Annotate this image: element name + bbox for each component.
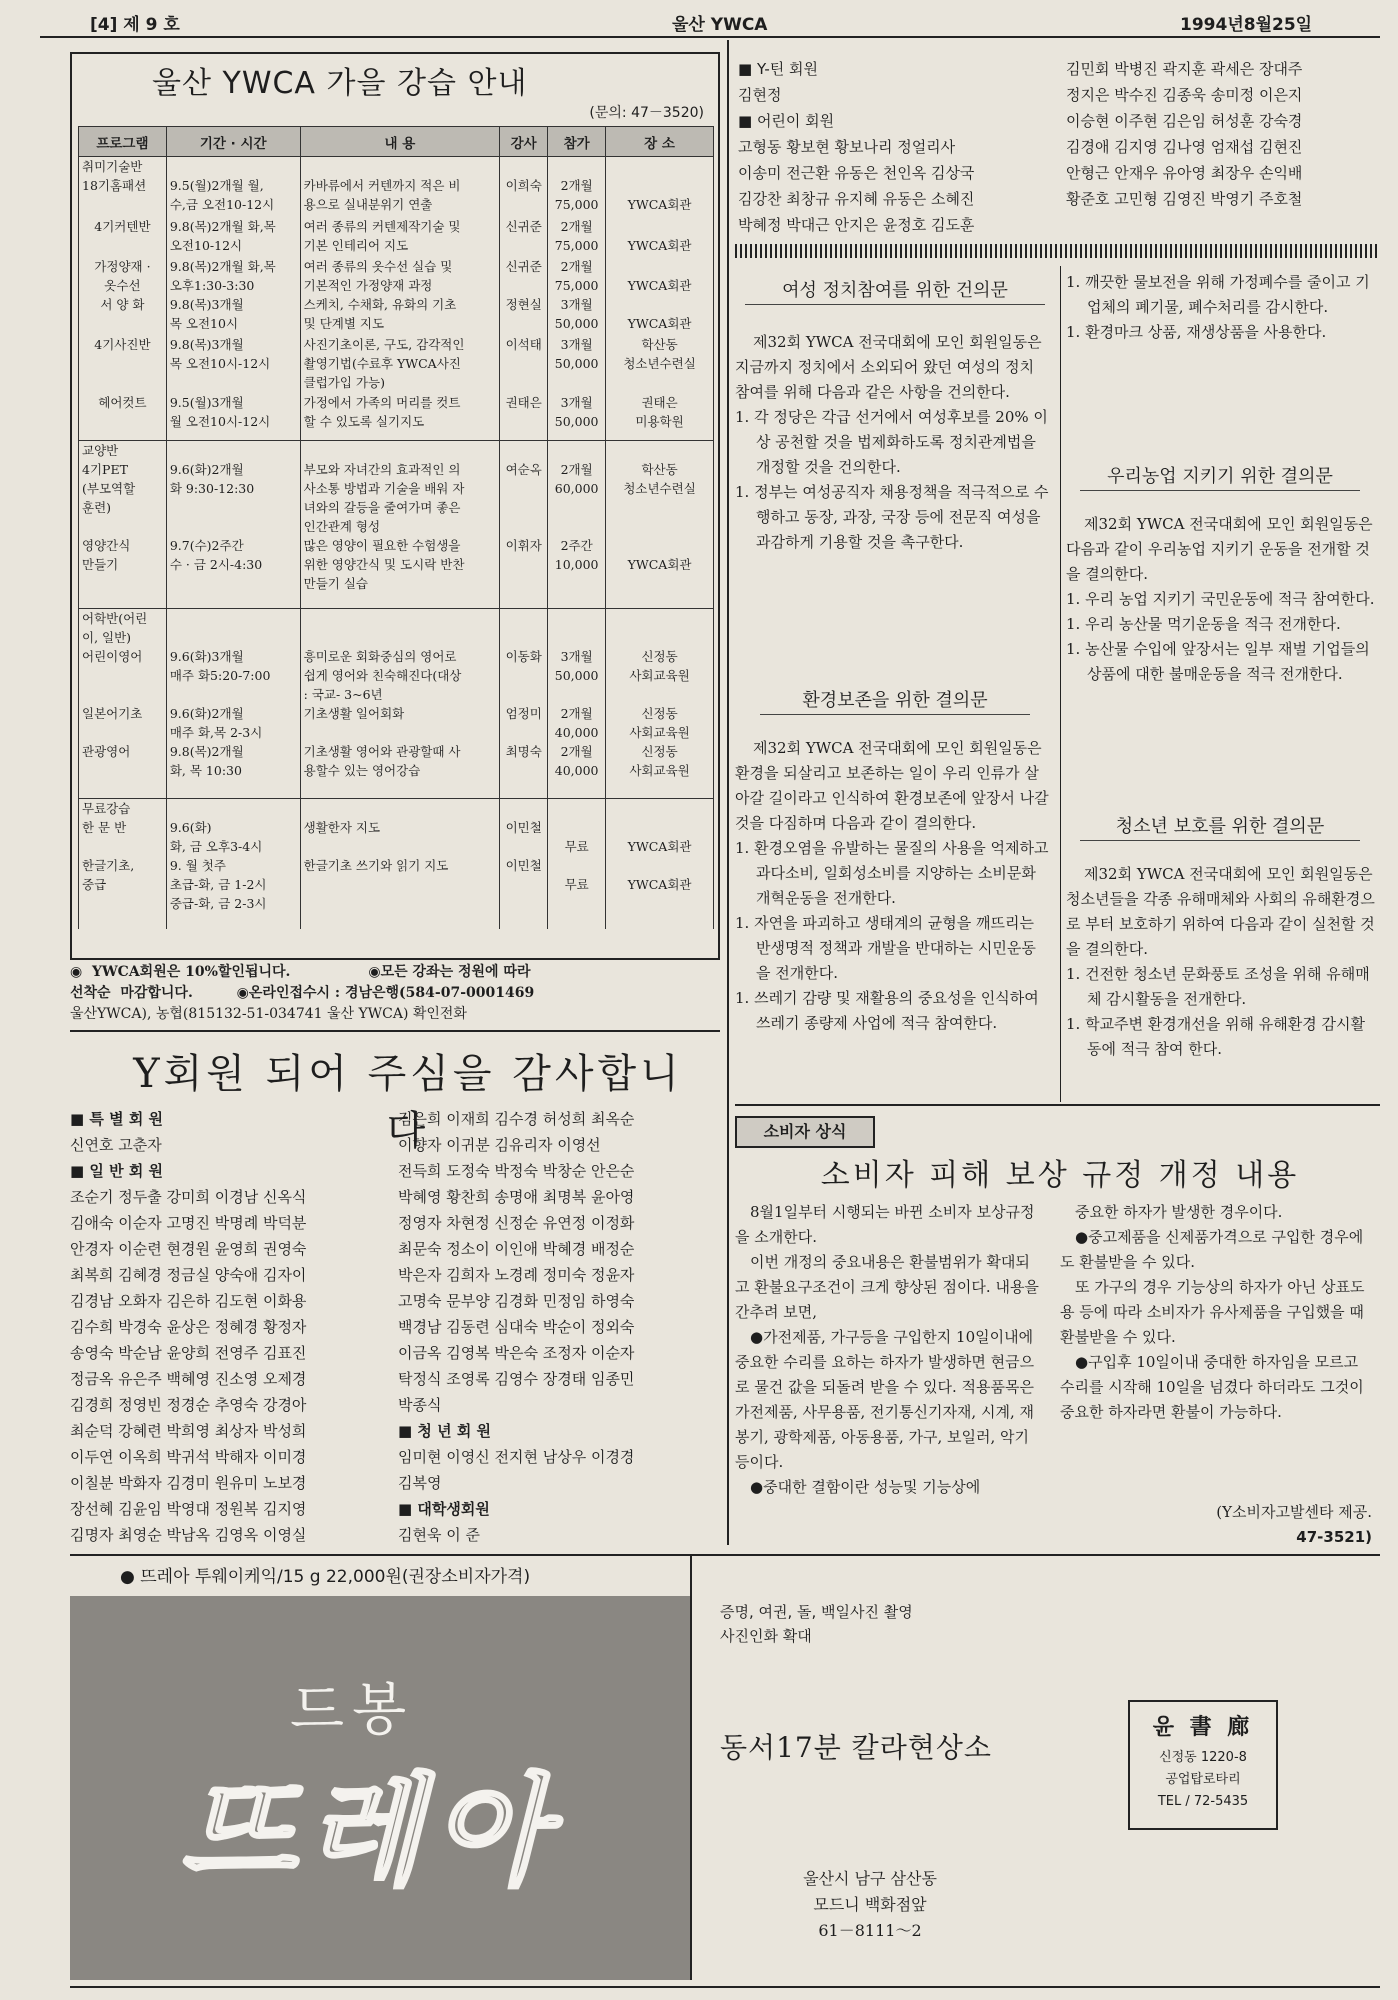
member-row: 이향자 이귀분 김유리자 이영선 — [398, 1136, 601, 1154]
col-content: 내 용 — [300, 127, 500, 157]
thanks-title: Y회원 되어 주심을 감사합니다 — [133, 1051, 683, 1154]
member-row: 최문숙 정소이 이인애 박혜경 배정순 — [398, 1240, 635, 1258]
photo-service: 사진인화 확대 — [720, 1627, 812, 1645]
address-line: 울산시 남구 삼산동 — [803, 1869, 937, 1888]
member-row: 박은자 김희자 노경례 정미숙 정윤자 — [398, 1266, 635, 1284]
member-row: 임미현 이영신 전지현 남상우 이경경 — [398, 1448, 635, 1466]
member-category-heading: ■ 어린이 회원 — [738, 112, 835, 130]
section-rule — [735, 1104, 1380, 1106]
consumer-paragraph: ●가전제품, 가구등을 구입한지 10일이내에 중요한 수리를 요하는 하자가 발생하면 현금으로 물건 값을 되돌려 받을 수 있다. 적용품목은 가전제품, 사무용품, 전기통신기자재, 시계, 재봉기, 광학제품, 아동용품, 가구, 보일러, 악기등이다. — [735, 1328, 1035, 1471]
cell: 여러 종류의 옷수선 실습 및 기본적인 가정양재 과정 스케치, 수채화, 유화의 기초 및 단계별 지도 — [300, 257, 500, 335]
member-row: 황준호 고민형 김영진 박영기 주호철 — [1066, 190, 1303, 208]
cell: 2개월 60,000 2주간 10,000 — [548, 441, 606, 609]
cell: 2개월 75,000 — [548, 157, 606, 217]
member-row: 고형동 황보현 황보나리 정얼리사 — [738, 138, 956, 156]
cell: 어학반(어린 이, 일반) 어린이영어 일본어기초 관광영어 — [79, 609, 167, 799]
politics-title: 여성 정치참여를 위한 건의문 — [745, 276, 1045, 305]
cell: 가정에서 가족의 머리를 컷트 할 수 있도록 실기지도 — [300, 393, 500, 441]
cell: 9.8(목)3개월 목 오전10시-12시 — [166, 335, 300, 393]
member-category-heading: ■ Y-틴 회원 — [738, 60, 818, 78]
consumer-source: (Y소비자고발센타 제공. — [1216, 1503, 1372, 1521]
politics-text: 제32회 YWCA 전국대회에 모인 회원일동은 지금까지 정치에서 소외되어 왔던 여성의 정치 참여를 위해 다음과 같은 사항을 건의한다. — [735, 333, 1042, 401]
cell: 여순옥 이휘자 — [500, 441, 548, 609]
program-box — [70, 52, 720, 960]
youth-text: 제32회 YWCA 전국대회에 모인 회원일동은 청소년들을 각종 유해매체와 사회의 유해환경으로 부터 보호하기 위하여 다음과 같이 실천할 것을 결의한다. — [1066, 865, 1375, 958]
consumer-tag: 소비자 상식 — [735, 1116, 875, 1148]
consumer-right — [1060, 1200, 1372, 1425]
note-line: 울산YWCA), 농협(815132-51-034741 울산 YWCA) 확인전화 — [70, 1006, 467, 1022]
member-row: 김명자 최영순 박남옥 김영옥 이영실 — [70, 1526, 307, 1544]
section-rule — [70, 1030, 720, 1032]
consumer-paragraph: ●구입후 10일이내 중대한 하자임을 모르고 수리를 시작해 10일을 넘겼다 하더라도 그것이 중요한 하자라면 환불이 가능하다. — [1060, 1353, 1364, 1421]
cell: 9.8(목)2개월 화,목 오전10-12시 — [166, 217, 300, 257]
bookstore-info — [1130, 1747, 1276, 1813]
environment-text: 제32회 YWCA 전국대회에 모인 회원일동은 환경을 되살리고 보존하는 일이 우리 인류가 살아갈 길이라고 인식하여 환경보존에 앞장서 나갈 것을 다짐하며 다음과 같이 결의한다. — [735, 739, 1049, 832]
politics-item: 1. 각 정당은 각급 선거에서 여성후보를 20% 이상 공천할 것을 법제화하도록 정치관계법을 개정할 것을 건의한다. — [735, 408, 1048, 476]
program-row — [79, 335, 714, 393]
program-title: 울산 YWCA 가을 강습 안내 — [152, 66, 528, 101]
newspaper-title: 울산 YWCA — [672, 15, 768, 35]
cell: 사진기초이론, 구도, 감각적인 촬영기법(수료후 YWCA사진 클럽가입 가능) — [300, 335, 500, 393]
environment-item: 1. 쓰레기 감량 및 재활용의 중요성을 인식하여 쓰레기 종량제 사업에 적극 참여한다. — [735, 989, 1039, 1032]
member-row: 정지은 박수진 김종욱 송미정 이은지 — [1066, 86, 1303, 104]
member-row: 안형근 안재우 유아영 최장우 손익배 — [1066, 164, 1303, 182]
consumer-paragraph: ●중대한 결함이란 성능및 기능상에 — [750, 1478, 981, 1496]
member-row: 이칠분 박화자 김경미 원유미 노보경 — [70, 1474, 307, 1492]
program-row — [79, 257, 714, 335]
cell: 여러 종류의 커텐제작기술 및 기본 인테리어 지도 — [300, 217, 500, 257]
cell: 9.6(화) 화, 금 오후3-4시 9. 월 첫주 초급-화, 금 1-2시 중급-화, 금 2-3시 — [166, 799, 300, 929]
photo-services — [720, 1600, 913, 1648]
member-row: 김경남 오화자 김은하 김도현 이화용 — [70, 1292, 307, 1310]
photo-studio-name: 동서17분 칼라현상소 — [720, 1731, 992, 1764]
member-row: 김애숙 이순자 고명진 박명례 박덕분 — [70, 1214, 307, 1232]
cell: 부모와 자녀간의 효과적인 의 사소통 방법과 기술을 배워 자 녀와의 갈등을 줄여가며 좋은 인간관계 형성 많은 영양이 필요한 수험생을 위한 영양간식 및 도시락 반찬 만들기 실습 — [300, 441, 500, 609]
agriculture-item: 1. 농산물 수입에 앞장서는 일부 재벌 기업들의 상품에 대한 불매운동을 적극 전개한다. — [1066, 640, 1370, 683]
cell: 이동화 엄정미 최명숙 — [500, 609, 548, 799]
cell: 취미기술반 18기홈패션 — [79, 157, 167, 217]
cell: 9.5(월)3개월 월 오전10시-12시 — [166, 393, 300, 441]
agriculture-title: 우리농업 지키기 위한 결의문 — [1080, 462, 1360, 491]
photo-address — [720, 1866, 1020, 1944]
children-members — [1066, 56, 1366, 212]
bookstore-line: 신정동 1220-8 — [1159, 1750, 1247, 1765]
program-notes — [70, 962, 720, 1025]
cell: 2개월 75,000 — [548, 217, 606, 257]
member-row: 전득희 도정숙 박정숙 박창순 안은순 — [398, 1162, 635, 1180]
cell: 권태은 미용학원 — [606, 393, 714, 441]
cell: 신귀준 — [500, 217, 548, 257]
agriculture-text: 제32회 YWCA 전국대회에 모인 회원일동은 다음과 같이 우리농업 지키기 운동을 전개할 것을 결의한다. — [1066, 515, 1373, 583]
consumer-left — [735, 1200, 1040, 1500]
politics-item: 1. 정부는 여성공직자 채용정책을 적극적으로 수행하고 동장, 과장, 국장 등에 전문직 여성을 과감하게 기용할 것을 촉구한다. — [735, 483, 1049, 551]
cell: 생활한자 지도 한글기초 쓰기와 읽기 지도 — [300, 799, 500, 929]
cell: 이희숙 — [500, 157, 548, 217]
program-row — [79, 157, 714, 217]
youth-body — [1066, 862, 1376, 1062]
cell: YWCA회관 YWCA회관 — [606, 799, 714, 929]
col-place: 장 소 — [606, 127, 714, 157]
cell: 가정양재 · 옷수선 서 양 화 — [79, 257, 167, 335]
member-row: 고명숙 문부양 김경화 민정임 하영숙 — [398, 1292, 635, 1310]
note-line: ◉ YWCA회원은 10%할인됩니다. ◉모든 강좌는 정원에 따라 — [70, 964, 531, 980]
environment-title: 환경보존을 위한 결의문 — [760, 686, 1030, 715]
bookstore-name: 윤 書 廊 — [1152, 1714, 1254, 1740]
cell: 이민철 이민철 — [500, 799, 548, 929]
cell: 4기사진반 — [79, 335, 167, 393]
environment-body — [735, 736, 1050, 1036]
member-row: 박혜정 박대근 안지은 윤정호 김도훈 — [738, 216, 975, 234]
cell: 2개월 75,000 3개월 50,000 — [548, 257, 606, 335]
issue-date: 1994년8월25일 — [1180, 15, 1313, 35]
member-row: 김수희 박경숙 윤상은 정혜경 황정자 — [70, 1318, 307, 1336]
member-row: 조순기 정두출 강미희 이경남 신옥식 — [70, 1188, 307, 1206]
member-row: 정영자 차현정 신정순 유연정 이정화 — [398, 1214, 635, 1232]
member-row: 최복희 김혜경 정금실 양숙애 김자이 — [70, 1266, 307, 1284]
cell: 무료강습 한 문 반 한글기초, 중급 — [79, 799, 167, 929]
member-row: 백경남 김동련 심대숙 박순이 정외숙 — [398, 1318, 635, 1336]
bookstore-line: TEL / 72-5435 — [1157, 1794, 1249, 1809]
col-teacher: 강사 — [500, 127, 548, 157]
col-period: 기간 · 시간 — [166, 127, 300, 157]
member-row: 이두연 이옥희 박귀석 박해자 이미경 — [70, 1448, 307, 1466]
member-row: 김경희 정영빈 정경순 추영숙 강경아 — [70, 1396, 307, 1414]
address-line: 모드니 백화점앞 — [813, 1895, 927, 1914]
cell: 헤어컷트 — [79, 393, 167, 441]
politics-body — [735, 330, 1050, 555]
consumer-title: 소비자 피해 보상 규정 개정 내용 — [820, 1158, 1300, 1193]
hatch-divider — [735, 244, 1380, 258]
cell: 4기커텐반 — [79, 217, 167, 257]
member-row: 탁정식 조영록 김영수 장경태 임종민 — [398, 1370, 635, 1388]
cell: 3개월 50,000 — [548, 393, 606, 441]
cell: YWCA회관 — [606, 157, 714, 217]
column-divider — [1060, 266, 1061, 1102]
environment-item: 1. 자연을 파괴하고 생태계의 균형을 깨뜨리는 반생명적 정책과 개발을 반대하는 시민운동을 전개한다. — [735, 914, 1036, 982]
cell: 이석태 — [500, 335, 548, 393]
cell: 3개월 50,000 — [548, 335, 606, 393]
consumer-paragraph: 이번 개정의 중요내용은 환불범위가 확대되고 환불요구조건이 크게 향상된 점이다. 내용을 간추려 보면, — [735, 1253, 1039, 1321]
youth-members — [738, 56, 1058, 238]
cell: 무료 무료 — [548, 799, 606, 929]
youth-title: 청소년 보호를 위한 결의문 — [1080, 812, 1360, 841]
member-row: 장선혜 김윤임 박영대 정원복 김지영 — [70, 1500, 307, 1518]
cell: 9.6(화)2개월 화 9:30-12:30 9.7(수)2주간 수 · 금 2시-4:30 — [166, 441, 300, 609]
cell: 흥미로운 회화중심의 영어로 쉽게 영어와 친숙해진다(대상 : 국교- 3~6년 기초생활 일어회화 기초생활 영어와 관광할때 사 용할수 있는 영어강습 — [300, 609, 500, 799]
col-fee: 참가 — [548, 127, 606, 157]
bookstore-line: 공업탑로타리 — [1165, 1772, 1241, 1787]
environment-item: 1. 환경오염을 유발하는 물질의 사용을 억제하고 과다소비, 일회성소비를 지양하는 소비문화 개혁운동을 전개한다. — [735, 839, 1049, 907]
treah-logo: 뜨레아 — [180, 1763, 558, 1902]
program-contact: (문의: 47－3520) — [589, 105, 704, 121]
cell: 9.8(목)2개월 화,목 오후1:30-3:30 9.8(목)3개월 목 오전10시 — [166, 257, 300, 335]
member-row: 송영숙 박순남 윤양희 전영주 김표진 — [70, 1344, 307, 1362]
member-row: 박종식 — [398, 1396, 442, 1414]
col-program: 프로그램 — [79, 127, 167, 157]
environment-item: 1. 환경마크 상품, 재생상품을 사용한다. — [1066, 323, 1327, 341]
member-row: 안경자 이순련 현경원 윤영희 권영숙 — [70, 1240, 307, 1258]
program-row — [79, 217, 714, 257]
cell: 신귀준 정현실 — [500, 257, 548, 335]
cell: 9.6(화)3개월 매주 화5:20-7:00 9.6(화)2개월 매주 화,목 2-3시 9.8(목)2개월 화, 목 10:30 — [166, 609, 300, 799]
dbong-brand: 드봉 — [290, 1678, 415, 1743]
cell: 9.5(월)2개월 월, 수,금 오전10-12시 — [166, 157, 300, 217]
program-row — [79, 799, 714, 929]
cell: 학산동 청소년수련실 YWCA회관 — [606, 441, 714, 609]
program-row — [79, 441, 714, 609]
consumer-paragraph: ●중고제품을 신제품가격으로 구입한 경우에도 환불받을 수 있다. — [1060, 1228, 1364, 1271]
member-row: 김복영 — [398, 1474, 442, 1492]
program-table — [78, 126, 714, 929]
cell: 권태은 — [500, 393, 548, 441]
member-row: 이금옥 김영복 박은숙 조정자 이순자 — [398, 1344, 635, 1362]
bookstore-ad — [1128, 1700, 1278, 1830]
member-row: 최순덕 강혜련 박희영 최상자 박성희 — [70, 1422, 307, 1440]
cell: YWCA회관 — [606, 217, 714, 257]
page-number: [4] 제 9 호 — [90, 15, 180, 35]
cell: 신정동 사회교육원 신정동 사회교육원 신정동 사회교육원 — [606, 609, 714, 799]
environment-continued — [1066, 270, 1376, 345]
members-column-right — [398, 1106, 728, 1548]
member-row: 정금옥 유은주 백혜영 진소영 오제경 — [70, 1370, 307, 1388]
cell: 교양반 4기PET (부모역할 훈련) 영양간식 만들기 — [79, 441, 167, 609]
consumer-paragraph: 또 가구의 경우 기능상의 하자가 아닌 상표도용 등에 따라 소비자가 유사제품을 구입했을 때 환불받을 수 있다. — [1060, 1278, 1365, 1346]
cell: 3개월 50,000 2개월 40,000 2개월 40,000 — [548, 609, 606, 799]
member-category-heading: ■ 대학생회원 — [398, 1500, 490, 1518]
cell: 카바류에서 커텐까지 적은 비 용으로 실내분위기 연출 — [300, 157, 500, 217]
agriculture-body — [1066, 512, 1376, 687]
member-category-heading: ■ 청 년 회 원 — [398, 1422, 492, 1440]
member-row: 이송미 전근환 유동은 천인옥 김상국 — [738, 164, 975, 182]
member-category-heading: ■ 특 별 회 원 — [70, 1110, 164, 1128]
cell: YWCA회관 YWCA회관 — [606, 257, 714, 335]
member-row: 김민회 박병진 곽지훈 곽세은 장대주 — [1066, 60, 1303, 78]
member-row: 김현정 — [738, 86, 782, 104]
address-line: 61－8111～2 — [818, 1921, 922, 1940]
member-row: 이승현 이주현 김은임 허성훈 강숙경 — [1066, 112, 1303, 130]
environment-item: 1. 깨끗한 물보전을 위해 가정폐수를 줄이고 기업체의 폐기물, 폐수처리를 감시한다. — [1066, 273, 1370, 316]
member-row: 김현욱 이 준 — [398, 1526, 480, 1544]
program-header-row — [79, 127, 714, 157]
header-rule — [40, 36, 1380, 38]
consumer-credit — [1060, 1500, 1372, 1550]
program-row — [79, 393, 714, 441]
program-row — [79, 609, 714, 799]
member-row: 김경애 김지영 김나영 엄재섭 김현진 — [1066, 138, 1303, 156]
member-row: 박혜영 황찬희 송명애 최명복 윤아영 — [398, 1188, 635, 1206]
member-row: 신연호 고춘자 — [70, 1136, 162, 1154]
youth-item: 1. 건전한 청소년 문화풍토 조성을 위해 유해매체 감시활동을 전개한다. — [1066, 965, 1370, 1008]
dbong-ad — [70, 1596, 690, 1980]
bottom-rule — [70, 1986, 1380, 1988]
member-row: 김은희 이재희 김수경 허성희 최옥순 — [398, 1110, 635, 1128]
treah-price: ● 뜨레아 투웨이케익/15 g 22,000원(권장소비자가격) — [120, 1567, 531, 1587]
cell: 학산동 청소년수련실 — [606, 335, 714, 393]
photo-service: 증명, 여권, 돌, 백일사진 촬영 — [720, 1603, 913, 1621]
consumer-paragraph: 8월1일부터 시행되는 바뀐 소비자 보상규정을 소개한다. — [735, 1203, 1035, 1246]
youth-item: 1. 학교주변 환경개선을 위해 유해환경 감시활동에 적극 참여 한다. — [1066, 1015, 1365, 1058]
members-column-left — [70, 1106, 380, 1548]
consumer-paragraph: 중요한 하자가 발생한 경우이다. — [1075, 1203, 1283, 1221]
consumer-phone: 47-3521) — [1296, 1528, 1372, 1546]
member-category-heading: ■ 일 반 회 원 — [70, 1162, 164, 1180]
member-row: 김강찬 최창규 유지혜 유동은 소혜진 — [738, 190, 975, 208]
agriculture-item: 1. 우리 농산물 먹기운동을 적극 전개한다. — [1066, 615, 1341, 633]
agriculture-item: 1. 우리 농업 지키기 국민운동에 적극 참여한다. — [1066, 590, 1375, 608]
note-line: 선착순 마감합니다. ◉온라인접수시 : 경남은행(584-07-0001469 — [70, 985, 535, 1001]
